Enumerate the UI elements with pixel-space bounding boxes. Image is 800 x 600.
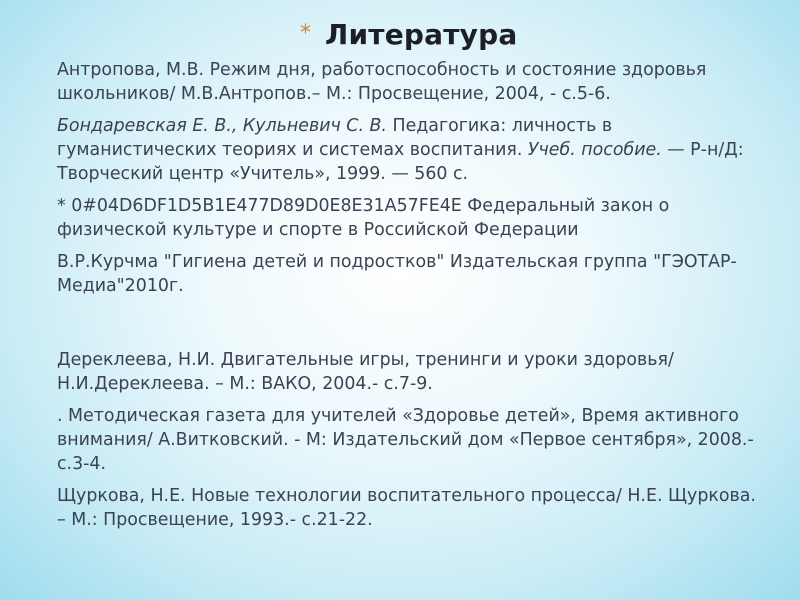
- reference-item-2: [57, 114, 757, 186]
- spacer: [57, 306, 757, 348]
- reference-2-authors: Бондаревская Е. В., Кульневич С. В.: [57, 116, 387, 136]
- reference-item-3: * 0#04D6DF1D5B1E477D89D0E8E31A57FE4E Федеральный закон о физической культуре и спорте в Российской Федерации: [57, 196, 670, 240]
- reference-item-5: Дереклеева, Н.И. Двигательные игры, тренинги и уроки здоровья/ Н.И.Дереклеева. – М.: ВАКО, 2004.- с.7-9.: [57, 350, 674, 394]
- reference-item-6: . Методическая газета для учителей «Здоровье детей», Время активного внимания/ А.Витковский. - М: Издательский дом «Первое сентября», 2008.- с.3-4.: [57, 406, 754, 474]
- title-bullet: *: [300, 21, 311, 46]
- reference-2-rest: — Р-н/Д: Творческий центр «Учитель», 1999. — 560 с.: [57, 140, 744, 184]
- reference-2-kind: Учеб. пособие.: [527, 140, 662, 160]
- slide-title: Литература: [325, 17, 518, 51]
- reference-2-title: Педагогика: личность в гуманистических теориях и системах воспитания.: [57, 116, 613, 160]
- references-list: [57, 58, 757, 540]
- reference-item-7: Щуркова, Н.Е. Новые технологии воспитательного процесса/ Н.Е. Щуркова. – М.: Просвещение, 1993.- с.21-22.: [57, 486, 756, 530]
- reference-item-4: В.Р.Курчма "Гигиена детей и подростков" Издательская группа "ГЭОТАР-Медиа"2010г.: [57, 252, 737, 296]
- title-row: [300, 14, 517, 54]
- reference-item-1: Антропова, М.В. Режим дня, работоспособность и состояние здоровья школьников/ М.В.Антропов.– М.: Просвещение, 2004, - с.5-6.: [57, 60, 707, 104]
